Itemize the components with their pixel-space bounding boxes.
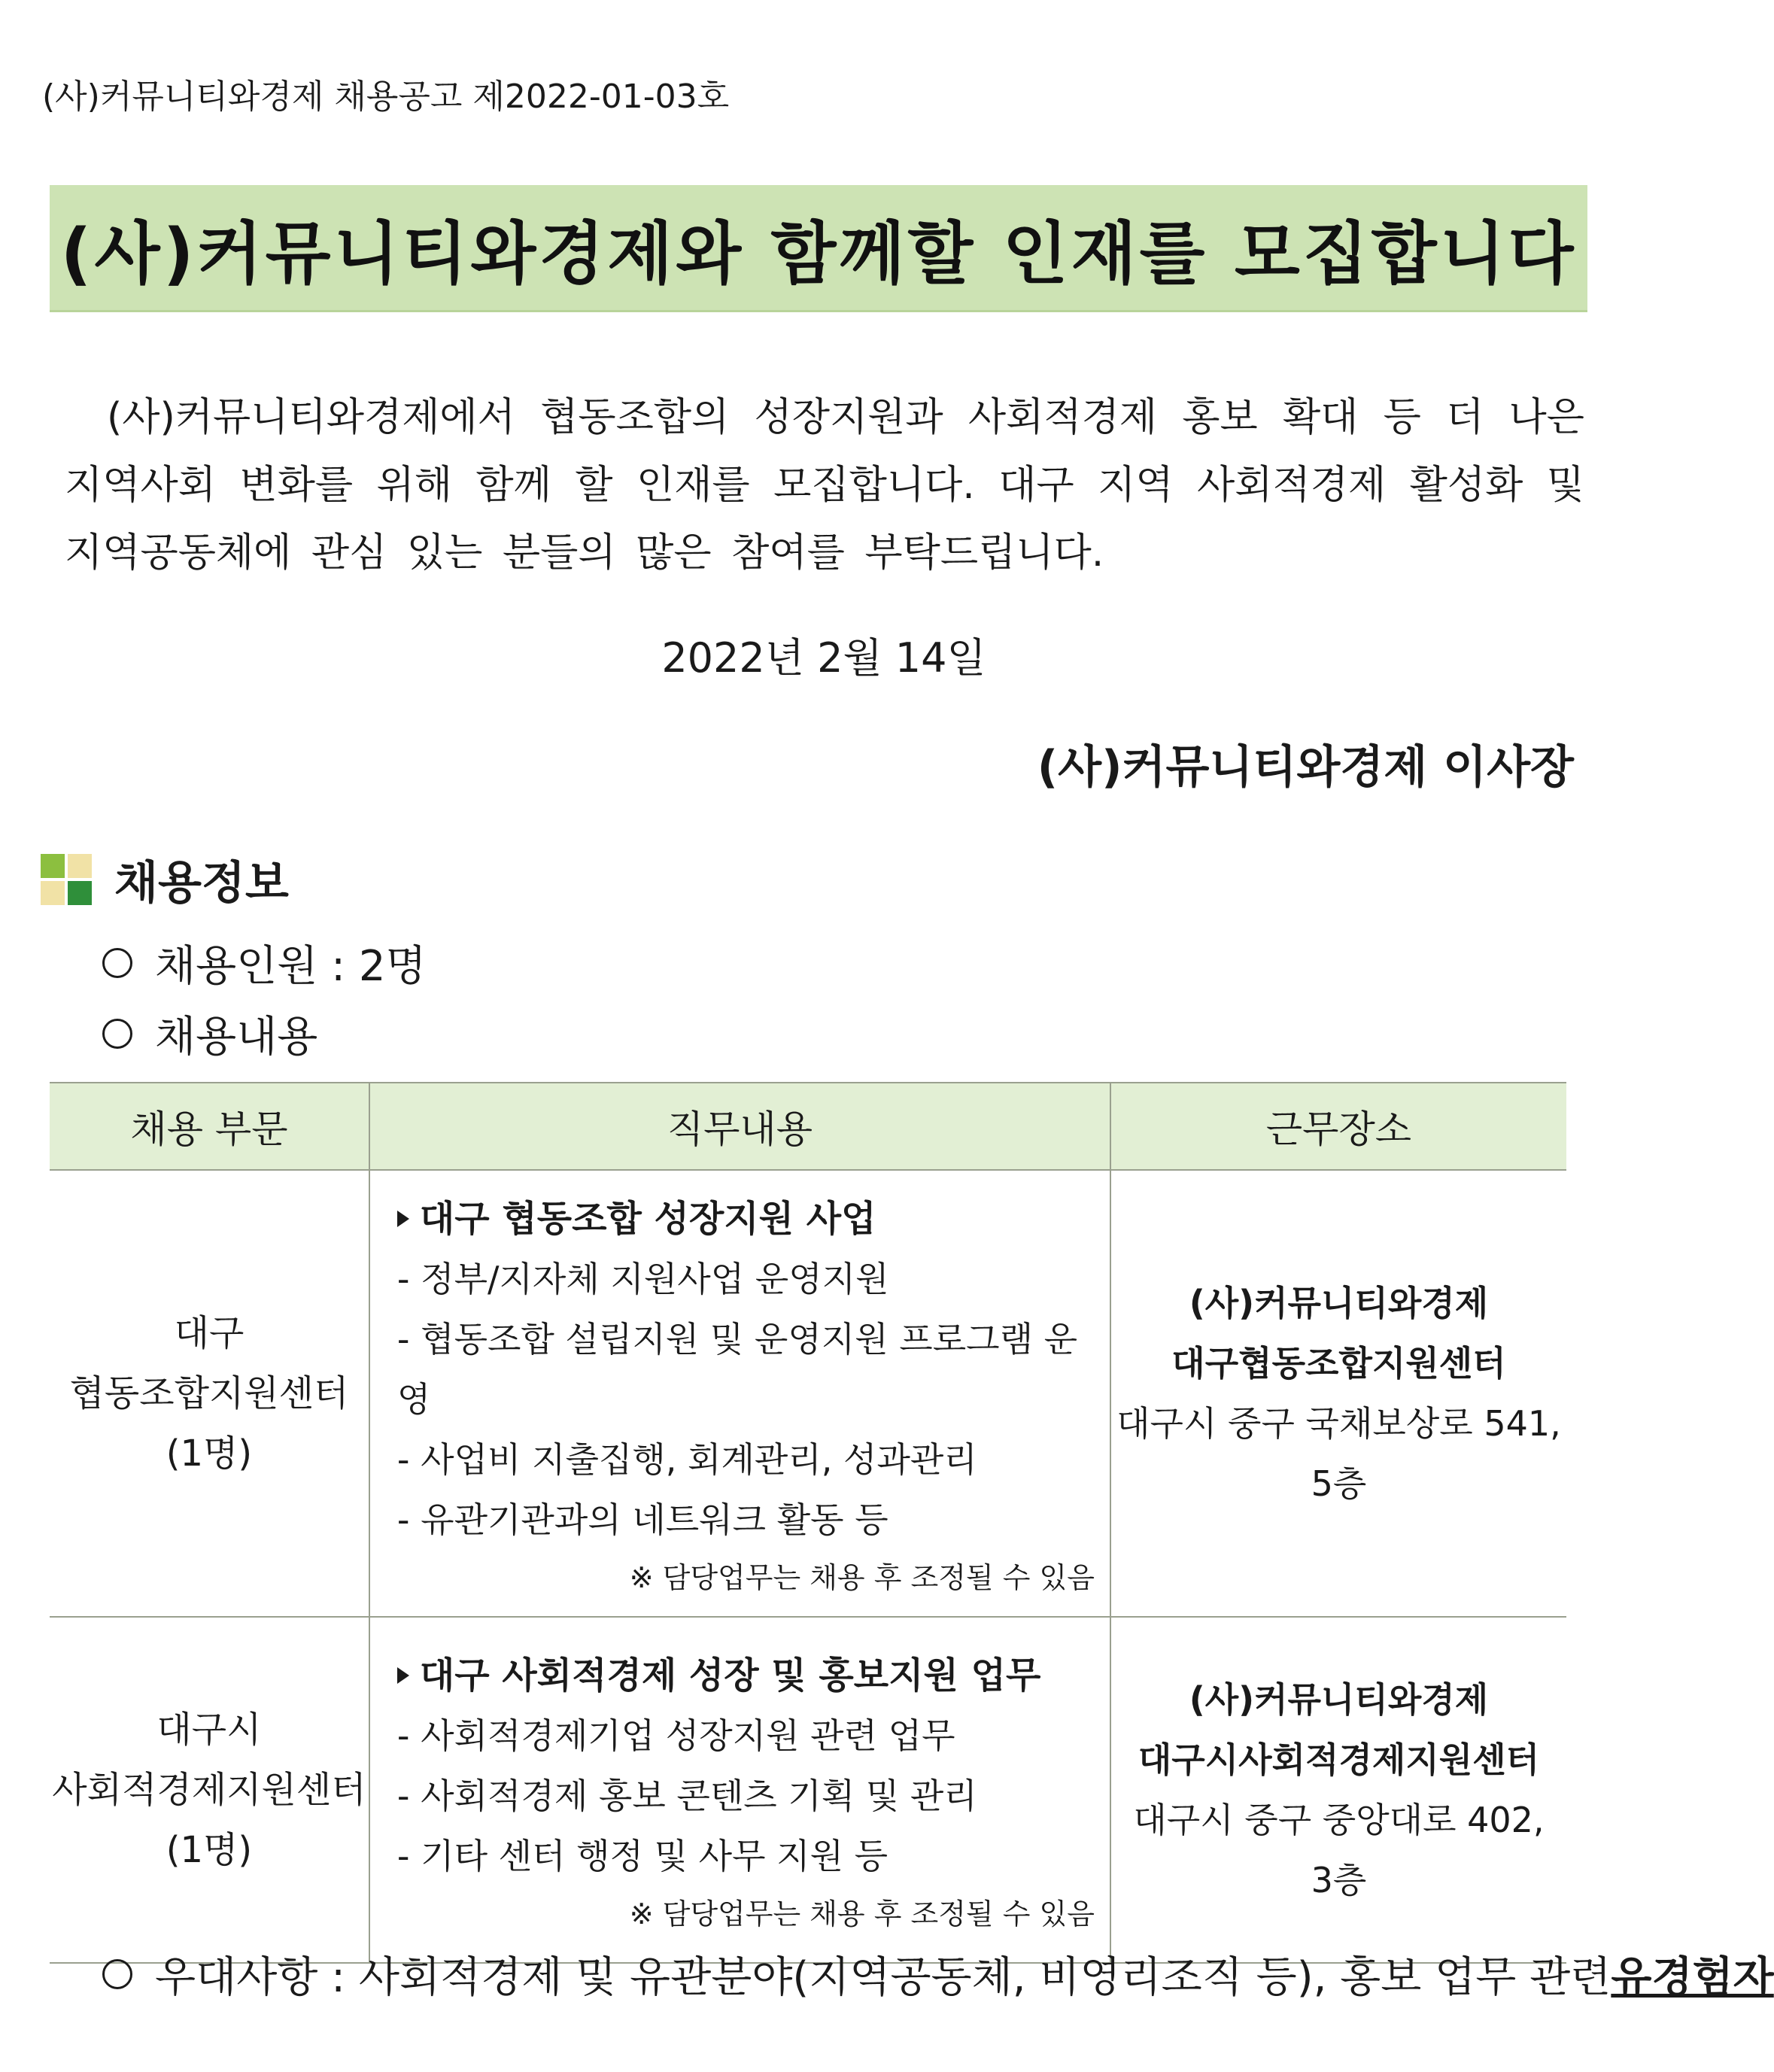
signature: (사)커뮤니티와경제 이사장 xyxy=(1037,741,1574,794)
duty-title xyxy=(397,1189,1095,1249)
duty-note: ※ 담당업무는 채용 후 조정될 수 있음 xyxy=(629,1897,1095,1931)
headcount-text: 채용인원 : 2명 xyxy=(155,942,427,991)
section-heading-label: 채용정보 xyxy=(114,857,289,910)
jobs-table xyxy=(50,1082,1566,1964)
triangle-bullet-icon xyxy=(397,1667,409,1684)
duty-item: - 협동조합 설립지원 및 운영지원 프로그램 운영 xyxy=(396,1319,1078,1420)
dept-cell xyxy=(50,1617,369,1963)
title-banner xyxy=(50,185,1587,312)
duty-item: - 기타 센터 행정 및 사무 지원 등 xyxy=(396,1836,889,1876)
circle-bullet-icon xyxy=(102,1019,132,1049)
notice-date: 2022년 2월 14일 xyxy=(661,634,986,682)
duty-title-text: 대구 사회적경제 성장 및 홍보지원 업무 xyxy=(419,1654,1041,1697)
place-floor: 3층 xyxy=(1311,1860,1367,1900)
header-place: 근무장소 xyxy=(1110,1083,1566,1170)
dept-line: (1명) xyxy=(166,1829,253,1871)
header-dept: 채용 부문 xyxy=(50,1083,369,1170)
section-squares-icon xyxy=(41,854,92,905)
place-address: 대구시 중구 국채보상로 541, xyxy=(1116,1403,1561,1444)
duty-item: - 사업비 지출집행, 회계관리, 성과관리 xyxy=(396,1439,977,1480)
preference-emphasis: 유경험자 xyxy=(1611,1953,1774,2002)
table-row xyxy=(50,1617,1566,1963)
place-org: (사)커뮤니티와경제 xyxy=(1189,1679,1489,1720)
section-heading xyxy=(41,847,289,912)
duties-cell xyxy=(369,1617,1110,1963)
triangle-bullet-icon xyxy=(397,1211,409,1227)
duty-item: - 사회적경제기업 성장지원 관련 업무 xyxy=(396,1715,955,1756)
duty-item: - 유관기관과의 네트워크 활동 등 xyxy=(396,1499,889,1540)
dept-line: 협동조합지원센터 xyxy=(69,1372,349,1414)
table-header-row xyxy=(50,1083,1566,1170)
place-address: 대구시 중구 중앙대로 402, xyxy=(1133,1800,1545,1840)
intro-paragraph: (사)커뮤니티와경제에서 협동조합의 성장지원과 사회적경제 홍보 확대 등 더 나은 지역사회 변화를 위해 함께 할 인재를 모집합니다. 대구 지역 사회적경제 활성화 및 지역공동체에 관심 있는 분들의 많은 참여를 부탁드립니다. xyxy=(65,395,1584,576)
content-label: 채용내용 xyxy=(155,1013,318,1062)
duty-item: - 정부/지자체 지원사업 운영지원 xyxy=(396,1259,889,1299)
notice-number: (사)커뮤니티와경제 채용공고 제2022-01-03호 xyxy=(42,77,730,116)
dept-line: 대구 xyxy=(174,1312,245,1354)
preference-text: 우대사항 : 사회적경제 및 유관분야(지역공동체, 비영리조직 등), 홍보 업무 관련 xyxy=(155,1953,1611,2002)
circle-bullet-icon xyxy=(102,948,132,978)
place-floor: 5층 xyxy=(1311,1463,1367,1504)
duty-note: ※ 담당업무는 채용 후 조정될 수 있음 xyxy=(629,1561,1095,1594)
dept-cell xyxy=(50,1170,369,1617)
page-title: (사)커뮤니티와경제와 함께할 인재를 모집합니다 xyxy=(60,214,1577,293)
duty-title xyxy=(397,1645,1095,1706)
place-center: 대구시사회적경제지원센터 xyxy=(1138,1739,1540,1780)
place-center: 대구협동조합지원센터 xyxy=(1171,1343,1506,1384)
duty-item: - 사회적경제 홍보 콘텐츠 기획 및 관리 xyxy=(396,1776,977,1816)
place-cell xyxy=(1110,1170,1566,1617)
duty-title-text: 대구 협동조합 성장지원 사업 xyxy=(419,1198,876,1240)
duties-cell xyxy=(369,1170,1110,1617)
place-org: (사)커뮤니티와경제 xyxy=(1189,1283,1489,1323)
dept-line: 사회적경제지원센터 xyxy=(52,1769,366,1811)
preference-line xyxy=(102,1944,1774,2004)
place-cell xyxy=(1110,1617,1566,1963)
dept-line: (1명) xyxy=(166,1432,253,1475)
content-line xyxy=(102,1004,317,1064)
circle-bullet-icon xyxy=(102,1959,132,1989)
table-row xyxy=(50,1170,1566,1617)
dept-line: 대구시 xyxy=(156,1709,262,1751)
headcount-line xyxy=(102,933,427,993)
header-duties: 직무내용 xyxy=(369,1083,1110,1170)
